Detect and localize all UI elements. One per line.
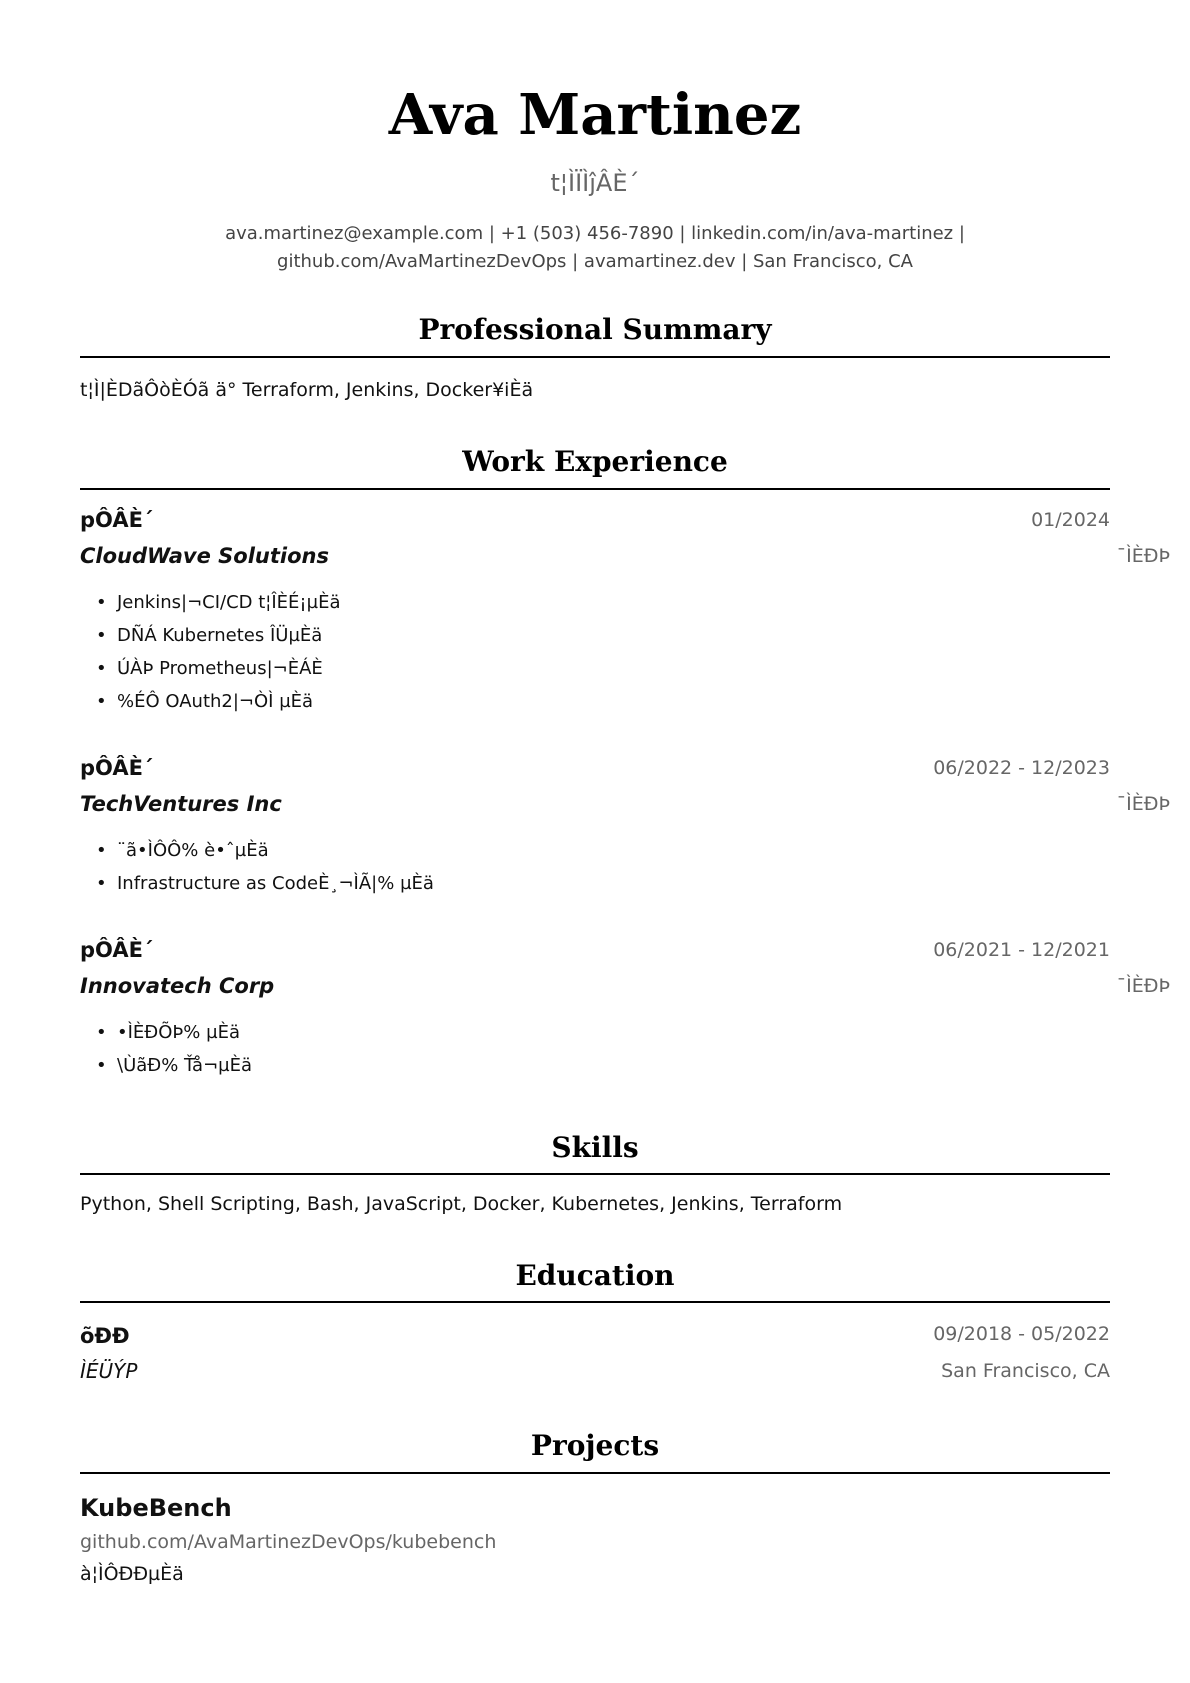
job-title: pÔÂÈ´ (80, 938, 154, 962)
job-title: pÔÂÈ´ (80, 756, 154, 780)
project-description: à¦ÌÔÐÐµÈä (80, 1563, 184, 1585)
skills-heading: Skills (551, 1131, 639, 1164)
section-divider (80, 488, 1110, 490)
job-company: TechVentures Inc (80, 792, 282, 816)
education-heading: Education (515, 1259, 675, 1292)
section-divider (80, 1472, 1110, 1474)
summary-text: t¦Ì|ÈDãÔòÈÓã ä° Terraform, Jenkins, Docker¥iÈä (80, 379, 534, 401)
job-bullet: • Jenkins|¬CI/CD t¦ÎÈÉ¡µÈä (80, 586, 341, 619)
job-location: ¯ÌÈÐÞ (1116, 793, 1170, 815)
education-degree: ÌÉÜÝP (80, 1359, 138, 1383)
job-title: pÔÂÈ´ (80, 508, 154, 532)
job-bullet: • •ÌÈÐÕÞ% µÈä (80, 1016, 252, 1049)
job-date: 06/2022 - 12/2023 (933, 757, 1110, 779)
contact-line-2: github.com/AvaMartinezDevOps | avamartinez.dev | San Francisco, CA (277, 251, 913, 272)
job-bullet: • %ÉÔ OAuth2|¬ÒÌ µÈä (80, 685, 341, 718)
job-bullet: • DÑÁ Kubernetes ÎÜµÈä (80, 619, 341, 652)
experience-heading: Work Experience (462, 445, 728, 478)
job-location: ¯ÌÈÐÞ (1116, 545, 1170, 567)
job-bullet: • ¨ã•ÌÔÔ% è•ˆµÈä (80, 834, 434, 867)
project-link[interactable]: github.com/AvaMartinezDevOps/kubebench (80, 1531, 497, 1553)
job-company: CloudWave Solutions (80, 544, 329, 568)
section-divider (80, 356, 1110, 358)
job-date: 01/2024 (1031, 509, 1110, 531)
contact-info (180, 220, 1010, 276)
skills-text: Python, Shell Scripting, Bash, JavaScript, Docker, Kubernetes, Jenkins, Terraform (80, 1193, 843, 1215)
candidate-name: Ava Martinez (388, 82, 802, 148)
project-name: KubeBench (80, 1494, 232, 1522)
section-divider (80, 1301, 1110, 1303)
job-location: ¯ÌÈÐÞ (1116, 975, 1170, 997)
job-bullet: • \ÙãÐ% Ťå¬µÈä (80, 1049, 252, 1082)
job-date: 06/2021 - 12/2021 (933, 939, 1110, 961)
job-company: Innovatech Corp (80, 974, 275, 998)
candidate-headline: t¦ÌÏÌĵÂÈ´ (550, 169, 640, 197)
projects-heading: Projects (530, 1429, 660, 1462)
summary-heading: Professional Summary (418, 313, 772, 346)
education-date: 09/2018 - 05/2022 (933, 1323, 1110, 1345)
job-bullet: • Infrastructure as CodeÈ¸¬ÌÃ|% µÈä (80, 867, 434, 900)
job-bullets (80, 834, 434, 900)
contact-line-1: ava.martinez@example.com | +1 (503) 456-7890 | linkedin.com/in/ava-martinez | (225, 223, 965, 244)
job-bullet: • ÚÀÞ Prometheus|¬ÈÁÈ (80, 652, 341, 685)
job-bullets (80, 1016, 252, 1082)
job-bullets (80, 586, 341, 718)
section-divider (80, 1173, 1110, 1175)
education-school: õÐÐ (80, 1324, 130, 1348)
education-location: San Francisco, CA (941, 1360, 1110, 1382)
